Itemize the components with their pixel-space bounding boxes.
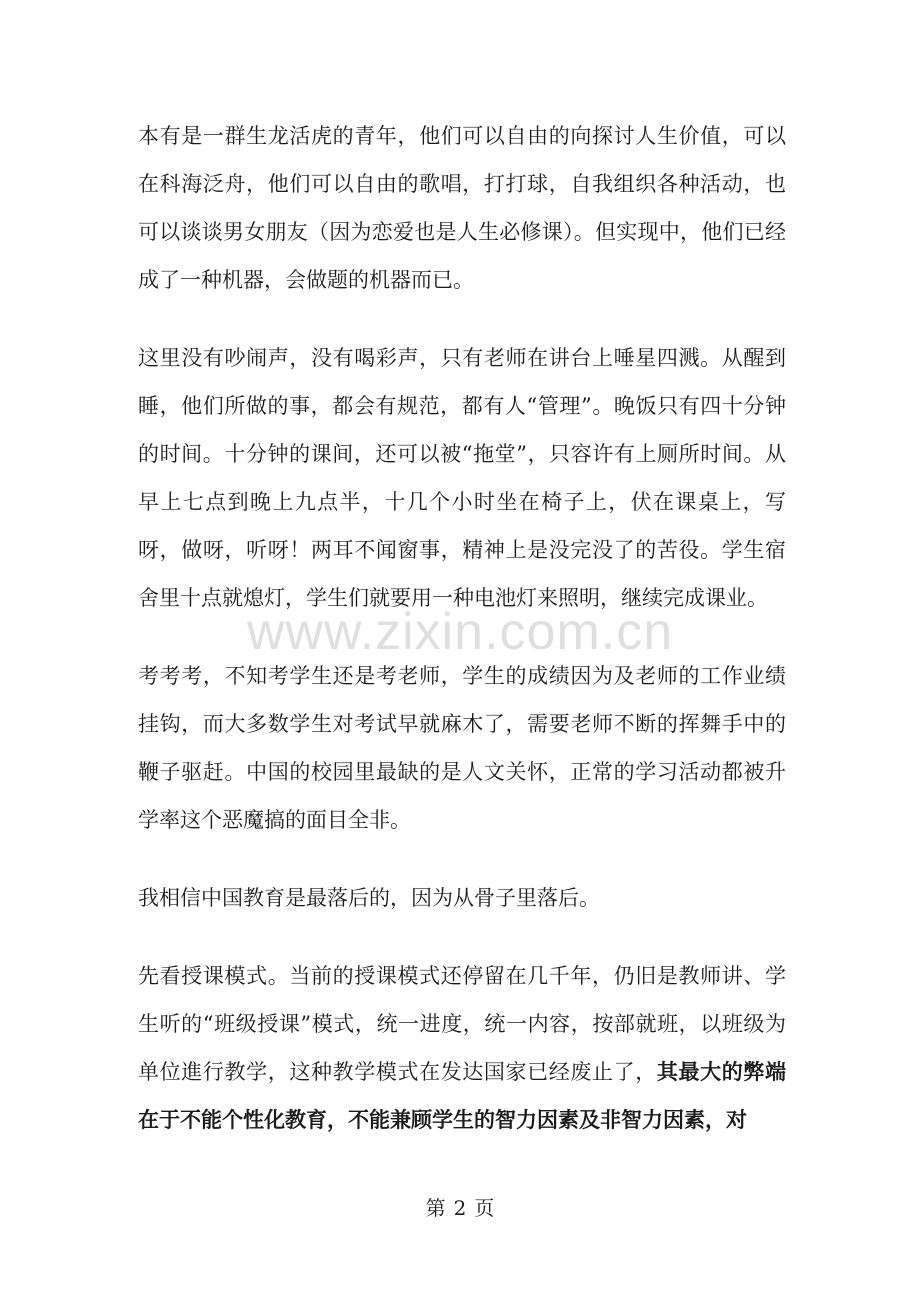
paragraph-5 [138,952,786,1144]
document-body [138,112,786,1144]
page-footer [0,1192,920,1221]
footer-suffix: 页 [474,1196,495,1220]
paragraph-1: 本有是一群生龙活虎的青年，他们可以自由的向探讨人生价值，可以在科海泛舟，他们可以自由的歌唱，打打球，自我组织各种活动，也可以谈谈男女朋友（因为恋爱也是人生必修课）。但实现中，他们已经成了一种机器，会做题的机器而已。 [138,124,786,292]
paragraph-5-normal-text: 先看授课模式。当前的授课模式还停留在几千年，仍旧是教师讲、学生听的“班级授课”模式，统一进度，统一内容，按部就班，以班级为单位進行教学，这种教学模式在发达国家已经废止了， [138,964,786,1084]
paragraph-2: 这里没有吵闹声，没有喝彩声，只有老师在讲台上唾星四溅。从醒到睡，他们所做的事，都会有规范，都有人“管理”。晚饭只有四十分钟的时间。十分钟的课间，还可以被“拖堂”，只容许有上厕所时间。从早上七点到晚上九点半，十几个小时坐在椅子上，伏在课桌上，写呀，做呀，听呀！两耳不闻窗事，精神上是没完没了的苦役。学生宿舍里十点就熄灯，学生们就要用一种电池灯来照明，继续完成课业。 [138,346,786,610]
page-number: 2 [453,1196,467,1220]
paragraph-5-bold-text: 其最大的弊端在于不能个性化教育，不能兼顾学生的智力因素及非智力因素，对 [138,1059,787,1132]
watermark: www.zixin.com.cn [246,603,674,661]
footer-prefix: 第 [425,1196,446,1220]
paragraph-3: 考考考，不知考学生还是考老师，学生的成绩因为及老师的工作业绩挂钩，而大多数学生对考试早就麻木了，需要老师不断的挥舞手中的鞭子驱赶。中国的校园里最缺的是人文关怀，正常的学习活动都被升学率这个恶魔搞的面目全非。 [138,664,786,832]
paragraph-4: 我相信中国教育是最落后的，因为从骨子里落后。 [138,886,600,910]
